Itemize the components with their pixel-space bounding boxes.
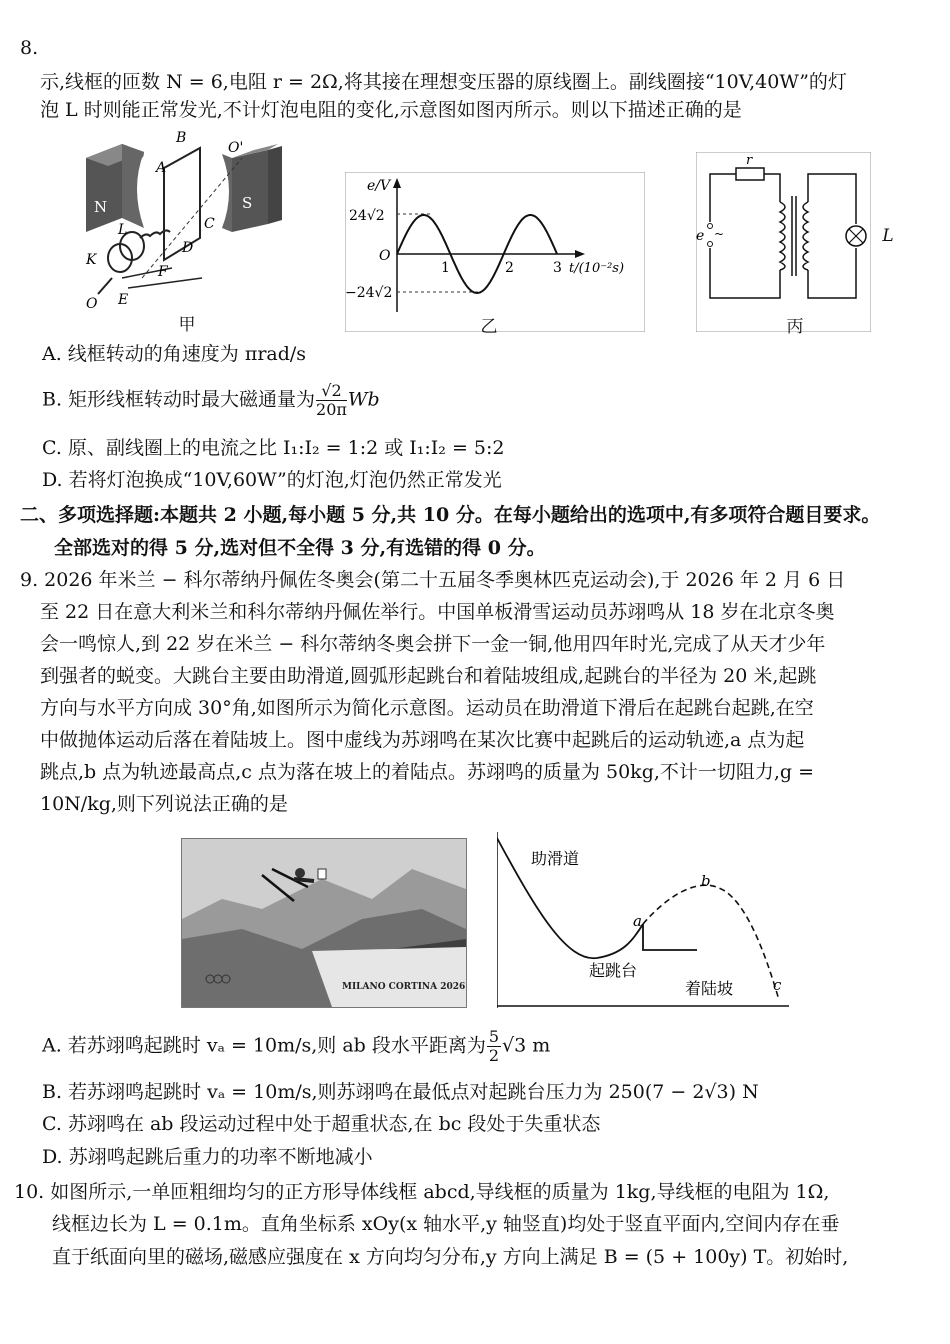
q9-option-a-denominator: 2 bbox=[488, 1046, 500, 1065]
svg-text:N: N bbox=[94, 198, 108, 216]
svg-text:E: E bbox=[118, 292, 129, 308]
point-b: b bbox=[701, 872, 711, 890]
q9-text-line-3: 会一鸣惊人,到 22 岁在米兰 − 科尔蒂纳冬奥会拼下一金一铜,他用四年时光,完成了从天才少年 bbox=[40, 633, 826, 655]
q10-text-line-1: 10. 如图所示,一单匝粗细均匀的正方形导体线框 abcd,导线框的质量为 1kg,导线框的电阻为 1Ω, bbox=[14, 1181, 830, 1203]
svg-text:S: S bbox=[242, 194, 253, 212]
figure-jia-caption: 甲 bbox=[178, 315, 196, 335]
q8-option-b-denominator: 20π bbox=[316, 400, 347, 419]
q8-text-line-2: 泡 L 时则能正常发光,不计灯泡电阻的变化,示意图如图丙所示。则以下描述正确的是 bbox=[40, 99, 742, 121]
q9-photo-big-air bbox=[181, 838, 467, 1008]
bing-label-L: L bbox=[882, 226, 894, 246]
bing-label-r: r bbox=[746, 153, 753, 168]
q9-text-line-4: 到强者的蜕变。大跳台主要由助滑道,圆弧形起跳台和着陆坡组成,起跳台的半径为 20 米,起跳 bbox=[40, 665, 817, 687]
figure-jia-generator bbox=[82, 128, 292, 328]
q9-text-line-7: 跳点,b 点为轨迹最高点,c 点为落在坡上的着陆点。苏翊鸣的质量为 50kg,不计一切阻力,g = bbox=[40, 761, 815, 783]
q8-option-b-unit: Wb bbox=[347, 388, 380, 411]
svg-text:~: ~ bbox=[714, 227, 725, 241]
section-2-header-line-2: 全部选对的得 5 分,选对但不全得 3 分,有选错的得 0 分。 bbox=[54, 537, 546, 559]
q9-option-d: D. 苏翊鸣起跳后重力的功率不断地减小 bbox=[42, 1146, 373, 1168]
figure-bing-circuit bbox=[696, 152, 871, 332]
diagram-label-takeoff: 起跳台 bbox=[589, 961, 638, 980]
q8-text-line-1: 示,线框的匝数 N = 6,电阻 r = 2Ω,将其接在理想变压器的原线圈上。副线圈接“10V,40W”的灯 bbox=[40, 71, 847, 93]
q9-text-line-2: 至 22 日在意大利米兰和科尔蒂纳丹佩佐举行。中国单板滑雪运动员苏翊鸣从 18 岁在北京冬奥 bbox=[40, 601, 835, 623]
q9-jump-diagram bbox=[497, 832, 789, 1008]
photo-banner: MILANO CORTINA 2026 bbox=[342, 982, 466, 992]
diagram-label-slide: 助滑道 bbox=[531, 849, 580, 868]
svg-text:O': O' bbox=[228, 140, 244, 156]
svg-text:D: D bbox=[182, 240, 194, 256]
q8-option-b-numerator: √2 bbox=[316, 382, 347, 401]
q9-option-a-unit: √3 m bbox=[502, 1034, 551, 1057]
q8-option-c: C. 原、副线圈上的电流之比 I₁:I₂ = 1:2 或 I₁:I₂ = 5:2 bbox=[42, 437, 505, 459]
svg-text:A: A bbox=[156, 160, 167, 176]
q9-text-line-8: 10N/kg,则下列说法正确的是 bbox=[40, 793, 288, 815]
svg-text:B: B bbox=[176, 130, 187, 146]
diagram-label-land: 着陆坡 bbox=[685, 979, 734, 998]
yi-ytick-top: 24√2 bbox=[349, 208, 385, 224]
yi-origin: O bbox=[379, 248, 391, 264]
yi-ylabel: e/V bbox=[367, 178, 391, 194]
q8-option-a: A. 线框转动的角速度为 πrad/s bbox=[42, 343, 307, 365]
point-a: a bbox=[633, 912, 642, 930]
bing-label-e: e bbox=[696, 228, 705, 244]
yi-xtick-2: 2 bbox=[505, 260, 514, 276]
question-8-number: 8. bbox=[20, 37, 39, 59]
q8-option-b-text: B. 矩形线框转动时最大磁通量为 bbox=[42, 388, 316, 411]
q9-text-line-1: 9. 2026 年米兰 − 科尔蒂纳丹佩佐冬奥会(第二十五届冬季奥林匹克运动会),于 2026 年 2 月 6 日 bbox=[20, 569, 846, 591]
figure-bing-caption: 丙 bbox=[786, 317, 804, 337]
figure-yi-caption: 乙 bbox=[480, 317, 498, 337]
q9-option-a-numerator: 5 bbox=[488, 1027, 500, 1046]
q9-option-a bbox=[42, 1028, 550, 1065]
yi-xtick-1: 1 bbox=[441, 260, 450, 276]
yi-ytick-bottom: −24√2 bbox=[345, 285, 393, 301]
svg-text:C: C bbox=[204, 216, 215, 232]
q9-option-b: B. 若苏翊鸣起跳时 vₐ = 10m/s,则苏翊鸣在最低点对起跳台压力为 250(7 − 2√3) N bbox=[42, 1081, 759, 1103]
q9-text-line-6: 中做抛体运动后落在着陆坡上。图中虚线为苏翊鸣在某次比赛中起跳后的运动轨迹,a 点为起 bbox=[40, 729, 805, 751]
yi-xlabel: t/(10⁻²s) bbox=[569, 261, 625, 276]
point-c: c bbox=[773, 976, 782, 994]
q9-text-line-5: 方向与水平方向成 30°角,如图所示为简化示意图。运动员在助滑道下滑后在起跳台起跳,在空 bbox=[40, 697, 814, 719]
q10-text-line-2: 线框边长为 L = 0.1m。直角坐标系 xOy(x 轴水平,y 轴竖直)均处于竖直平面内,空间内存在垂 bbox=[52, 1213, 840, 1235]
svg-text:F: F bbox=[158, 264, 168, 280]
section-2-header-line-1: 二、多项选择题:本题共 2 小题,每小题 5 分,共 10 分。在每小题给出的选项中,有多项符合题目要求。 bbox=[20, 504, 881, 526]
yi-xtick-3: 3 bbox=[553, 260, 562, 276]
q8-option-d: D. 若将灯泡换成“10V,60W”的灯泡,灯泡仍然正常发光 bbox=[42, 469, 502, 491]
svg-text:L: L bbox=[118, 222, 128, 238]
svg-text:K: K bbox=[86, 252, 97, 268]
q10-text-line-3: 直于纸面向里的磁场,磁感应强度在 x 方向均匀分布,y 方向上满足 B = (5 + 100y) T。初始时, bbox=[52, 1246, 849, 1268]
svg-text:O: O bbox=[86, 296, 98, 312]
q9-option-a-text: A. 若苏翊鸣起跳时 vₐ = 10m/s,则 ab 段水平距离为 bbox=[42, 1034, 486, 1057]
figure-yi-sine-graph bbox=[345, 172, 645, 332]
q8-option-b bbox=[42, 382, 380, 419]
q9-option-c: C. 苏翊鸣在 ab 段运动过程中处于超重状态,在 bc 段处于失重状态 bbox=[42, 1113, 601, 1135]
